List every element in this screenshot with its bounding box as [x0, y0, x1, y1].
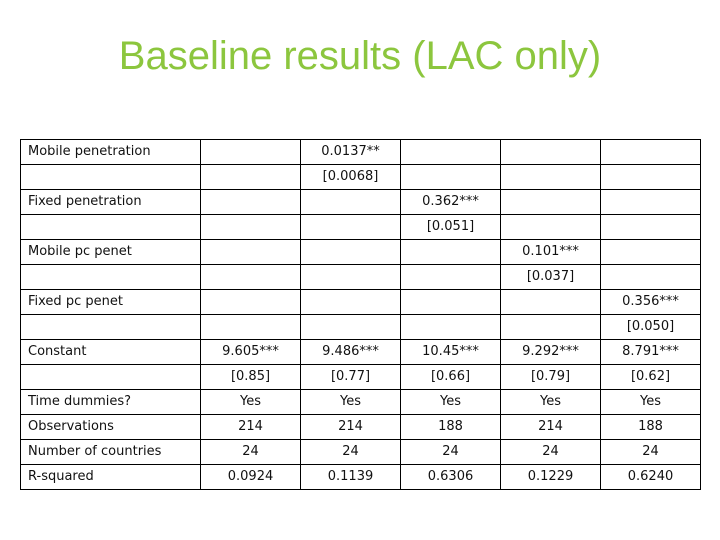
table-row: [21, 165, 701, 190]
table-row: [21, 190, 701, 215]
value-cell: [601, 265, 701, 290]
value-cell: [201, 240, 301, 265]
value-cell: 214: [301, 415, 401, 440]
value-cell: 0.6240: [601, 465, 701, 490]
row-label-cell: [21, 215, 201, 240]
value-cell: 0.1229: [501, 465, 601, 490]
value-cell: [0.66]: [401, 365, 501, 390]
value-cell: 0.0137**: [301, 140, 401, 165]
value-cell: 10.45***: [401, 340, 501, 365]
value-cell: [501, 215, 601, 240]
value-cell: 24: [401, 440, 501, 465]
value-cell: [301, 290, 401, 315]
value-cell: [401, 265, 501, 290]
row-label-cell: R-squared: [21, 465, 201, 490]
value-cell: [401, 165, 501, 190]
value-cell: 0.362***: [401, 190, 501, 215]
value-cell: 0.356***: [601, 290, 701, 315]
value-cell: 24: [201, 440, 301, 465]
value-cell: 0.101***: [501, 240, 601, 265]
value-cell: [501, 165, 601, 190]
row-label-cell: [21, 165, 201, 190]
value-cell: [201, 290, 301, 315]
value-cell: 9.486***: [301, 340, 401, 365]
value-cell: [0.85]: [201, 365, 301, 390]
value-cell: 9.605***: [201, 340, 301, 365]
value-cell: [301, 190, 401, 215]
value-cell: Yes: [401, 390, 501, 415]
row-label-cell: [21, 365, 201, 390]
value-cell: [601, 140, 701, 165]
value-cell: [201, 140, 301, 165]
value-cell: [0.050]: [601, 315, 701, 340]
row-label-cell: Mobile pc penet: [21, 240, 201, 265]
value-cell: [601, 240, 701, 265]
value-cell: [201, 265, 301, 290]
value-cell: [201, 315, 301, 340]
value-cell: [501, 290, 601, 315]
table-row: [21, 365, 701, 390]
value-cell: [0.62]: [601, 365, 701, 390]
value-cell: 188: [401, 415, 501, 440]
row-label-cell: Mobile penetration: [21, 140, 201, 165]
value-cell: 0.6306: [401, 465, 501, 490]
results-table-body: [21, 140, 701, 490]
row-label-cell: Fixed penetration: [21, 190, 201, 215]
value-cell: Yes: [301, 390, 401, 415]
table-row: [21, 390, 701, 415]
table-row: [21, 465, 701, 490]
table-row: [21, 215, 701, 240]
table-row: [21, 440, 701, 465]
value-cell: 24: [601, 440, 701, 465]
value-cell: [401, 315, 501, 340]
value-cell: [301, 215, 401, 240]
value-cell: 214: [501, 415, 601, 440]
value-cell: [401, 290, 501, 315]
slide-title: Baseline results (LAC only): [118, 34, 602, 78]
table-row: [21, 140, 701, 165]
row-label-cell: Number of countries: [21, 440, 201, 465]
value-cell: [0.051]: [401, 215, 501, 240]
value-cell: Yes: [501, 390, 601, 415]
row-label-cell: Time dummies?: [21, 390, 201, 415]
value-cell: 0.0924: [201, 465, 301, 490]
row-label-cell: [21, 265, 201, 290]
table-row: [21, 240, 701, 265]
value-cell: [401, 240, 501, 265]
value-cell: [201, 190, 301, 215]
value-cell: 214: [201, 415, 301, 440]
table-row: [21, 340, 701, 365]
value-cell: 9.292***: [501, 340, 601, 365]
value-cell: [501, 140, 601, 165]
value-cell: [0.79]: [501, 365, 601, 390]
value-cell: [201, 165, 301, 190]
value-cell: [201, 215, 301, 240]
value-cell: 0.1139: [301, 465, 401, 490]
value-cell: 24: [501, 440, 601, 465]
value-cell: 8.791***: [601, 340, 701, 365]
value-cell: Yes: [201, 390, 301, 415]
value-cell: [301, 240, 401, 265]
value-cell: [601, 215, 701, 240]
regression-results-table: [20, 139, 701, 490]
value-cell: [301, 265, 401, 290]
row-label-cell: [21, 315, 201, 340]
table-row: [21, 315, 701, 340]
value-cell: Yes: [601, 390, 701, 415]
value-cell: [501, 190, 601, 215]
value-cell: [0.037]: [501, 265, 601, 290]
value-cell: [0.77]: [301, 365, 401, 390]
table-row: [21, 415, 701, 440]
value-cell: 24: [301, 440, 401, 465]
value-cell: [601, 190, 701, 215]
row-label-cell: Fixed pc penet: [21, 290, 201, 315]
row-label-cell: Constant: [21, 340, 201, 365]
value-cell: [0.0068]: [301, 165, 401, 190]
table-row: [21, 265, 701, 290]
row-label-cell: Observations: [21, 415, 201, 440]
value-cell: 188: [601, 415, 701, 440]
value-cell: [601, 165, 701, 190]
table-row: [21, 290, 701, 315]
value-cell: [401, 140, 501, 165]
value-cell: [301, 315, 401, 340]
value-cell: [501, 315, 601, 340]
